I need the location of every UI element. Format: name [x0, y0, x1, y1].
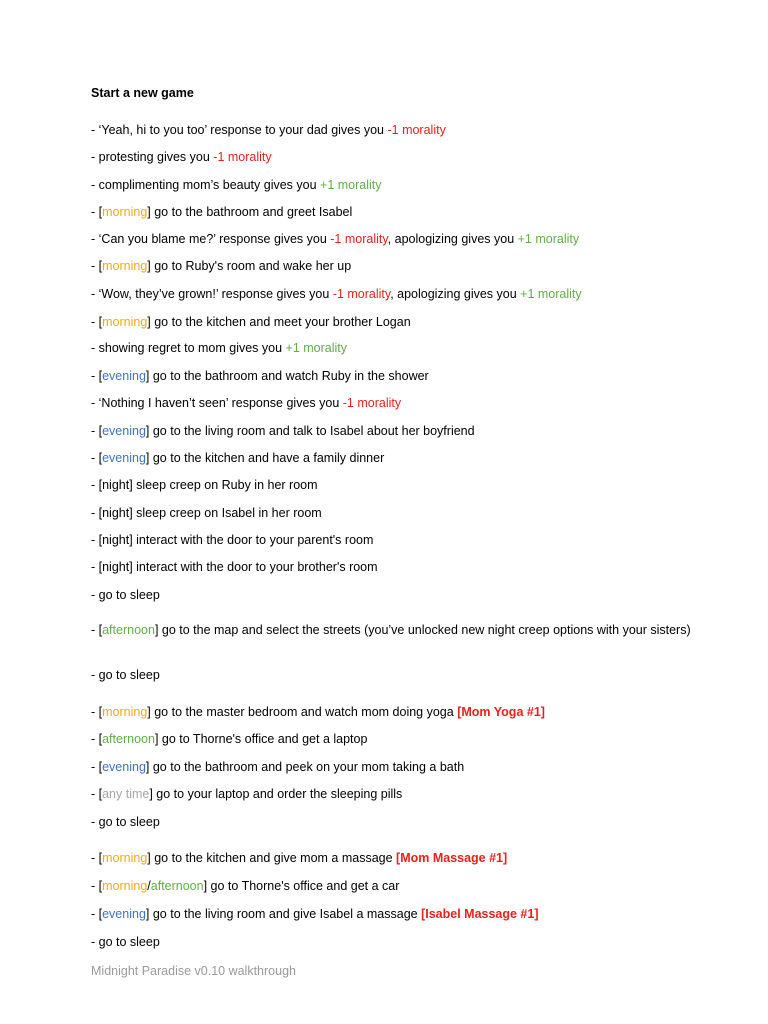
walkthrough-step [91, 813, 708, 831]
walkthrough-step [91, 203, 708, 221]
walkthrough-step [91, 621, 708, 639]
highlight-red: [Mom Yoga #1] [457, 705, 545, 719]
walkthrough-step [91, 558, 708, 576]
highlight-green: afternoon [102, 732, 155, 746]
step-text: - go to sleep [91, 815, 160, 829]
highlight-orange: morning [102, 879, 148, 893]
walkthrough-step [91, 449, 708, 467]
step-text: - [ [91, 787, 103, 801]
walkthrough-step [91, 666, 708, 684]
highlight-blue: evening [102, 369, 146, 383]
highlight-orange: morning [102, 705, 148, 719]
walkthrough-step [91, 531, 708, 549]
step-text: - [ [91, 315, 103, 329]
highlight-red: [Mom Massage #1] [396, 851, 508, 865]
walkthrough-step [91, 785, 708, 803]
step-text: ] go to the bathroom and watch Ruby in the shower [145, 369, 429, 383]
walkthrough-step [91, 586, 708, 604]
highlight-green: +1 morality [285, 341, 348, 355]
walkthrough-step [91, 257, 708, 275]
step-text: - [night] sleep creep on Ruby in her room [91, 478, 318, 492]
step-text: ] go to Thorne's office and get a car [203, 879, 400, 893]
highlight-green: +1 morality [320, 178, 382, 192]
walkthrough-step [91, 313, 708, 331]
step-text: - protesting gives you [91, 150, 214, 164]
highlight-red: -1 morality [342, 396, 402, 410]
walkthrough-step [91, 285, 708, 303]
step-text: ] go to the master bedroom and watch mom doing yoga [147, 705, 458, 719]
highlight-red: -1 morality [213, 150, 272, 164]
walkthrough-step [91, 339, 708, 357]
step-text: - [night] interact with the door to your parent's room [91, 533, 374, 547]
highlight-red: [Isabel Massage #1] [421, 907, 539, 921]
walkthrough-step [91, 422, 708, 440]
highlight-gray: any time [102, 787, 150, 801]
step-text: - [ [91, 424, 103, 438]
highlight-orange: morning [102, 851, 148, 865]
walkthrough-step [91, 933, 708, 951]
step-text: - go to sleep [91, 668, 160, 682]
step-text: - [ [91, 369, 103, 383]
walkthrough-step [91, 230, 708, 248]
step-text: / [147, 879, 151, 893]
step-text: - [ [91, 907, 103, 921]
walkthrough-step [91, 176, 708, 194]
highlight-blue: evening [102, 451, 146, 465]
step-text: ] go to the kitchen and meet your brother Logan [147, 315, 411, 329]
step-text: - showing regret to mom gives you [91, 341, 286, 355]
step-text: ] go to Thorne's office and get a laptop [154, 732, 368, 746]
step-text: - go to sleep [91, 588, 160, 602]
highlight-orange: morning [102, 259, 148, 273]
highlight-green: afternoon [150, 879, 204, 893]
highlight-green: +1 morality [517, 232, 580, 246]
step-text: - ‘Nothing I haven’t seen’ response gives you [91, 396, 343, 410]
highlight-blue: evening [102, 907, 146, 921]
page-title: Start a new game [91, 86, 194, 100]
walkthrough-step [91, 476, 708, 494]
highlight-green: +1 morality [520, 287, 582, 301]
walkthrough-step [91, 849, 708, 867]
highlight-orange: morning [102, 205, 148, 219]
highlight-blue: evening [102, 760, 146, 774]
step-text: - [ [91, 760, 103, 774]
walkthrough-step [91, 905, 708, 923]
step-text: - ‘Wow, they’ve grown!’ response gives you [91, 287, 333, 301]
highlight-blue: evening [102, 424, 146, 438]
step-text: ] go to the kitchen and give mom a massage [147, 851, 397, 865]
highlight-red: -1 morality [387, 123, 446, 137]
step-text: - [ [91, 205, 103, 219]
step-text: ] go to your laptop and order the sleeping pills [149, 787, 403, 801]
step-text: - ‘Can you blame me?’ response gives you [91, 232, 331, 246]
step-text: ] go to Ruby's room and wake her up [147, 259, 352, 273]
highlight-red: -1 morality [330, 232, 388, 246]
walkthrough-step [91, 703, 708, 721]
step-text: , apologizing gives you [390, 287, 521, 301]
step-text: - [ [91, 705, 103, 719]
step-text: ] go to the map and select the streets (you’ve unlocked new night creep options with your sisters) [154, 623, 691, 637]
step-text: - [ [91, 623, 103, 637]
step-text: - [ [91, 259, 103, 273]
step-text: - [ [91, 851, 103, 865]
highlight-green: afternoon [102, 623, 155, 637]
walkthrough-step [91, 367, 708, 385]
step-text: - go to sleep [91, 935, 160, 949]
highlight-orange: morning [102, 315, 148, 329]
walkthrough-step [91, 148, 708, 166]
step-text: ] go to the bathroom and peek on your mom taking a bath [145, 760, 465, 774]
step-text: - complimenting mom’s beauty gives you [91, 178, 321, 192]
step-text: ] go to the bathroom and greet Isabel [147, 205, 353, 219]
step-text: - [night] interact with the door to your brother's room [91, 560, 378, 574]
step-text: - [ [91, 879, 103, 893]
step-text: ] go to the living room and talk to Isabel about her boyfriend [145, 424, 475, 438]
step-text: - [ [91, 451, 103, 465]
walkthrough-step [91, 877, 708, 895]
step-text: , apologizing gives you [387, 232, 518, 246]
step-text: ] go to the kitchen and have a family dinner [145, 451, 385, 465]
step-text: - [ [91, 732, 103, 746]
step-text: ] go to the living room and give Isabel a massage [145, 907, 422, 921]
walkthrough-step [91, 394, 708, 412]
step-text: - [night] sleep creep on Isabel in her room [91, 506, 322, 520]
walkthrough-step [91, 758, 708, 776]
step-text: - ‘Yeah, hi to you too’ response to your dad gives you [91, 123, 388, 137]
page-footer: Midnight Paradise v0.10 walkthrough [91, 964, 296, 978]
walkthrough-step [91, 504, 708, 522]
walkthrough-step [91, 121, 708, 139]
walkthrough-step [91, 730, 708, 748]
highlight-red: -1 morality [332, 287, 391, 301]
